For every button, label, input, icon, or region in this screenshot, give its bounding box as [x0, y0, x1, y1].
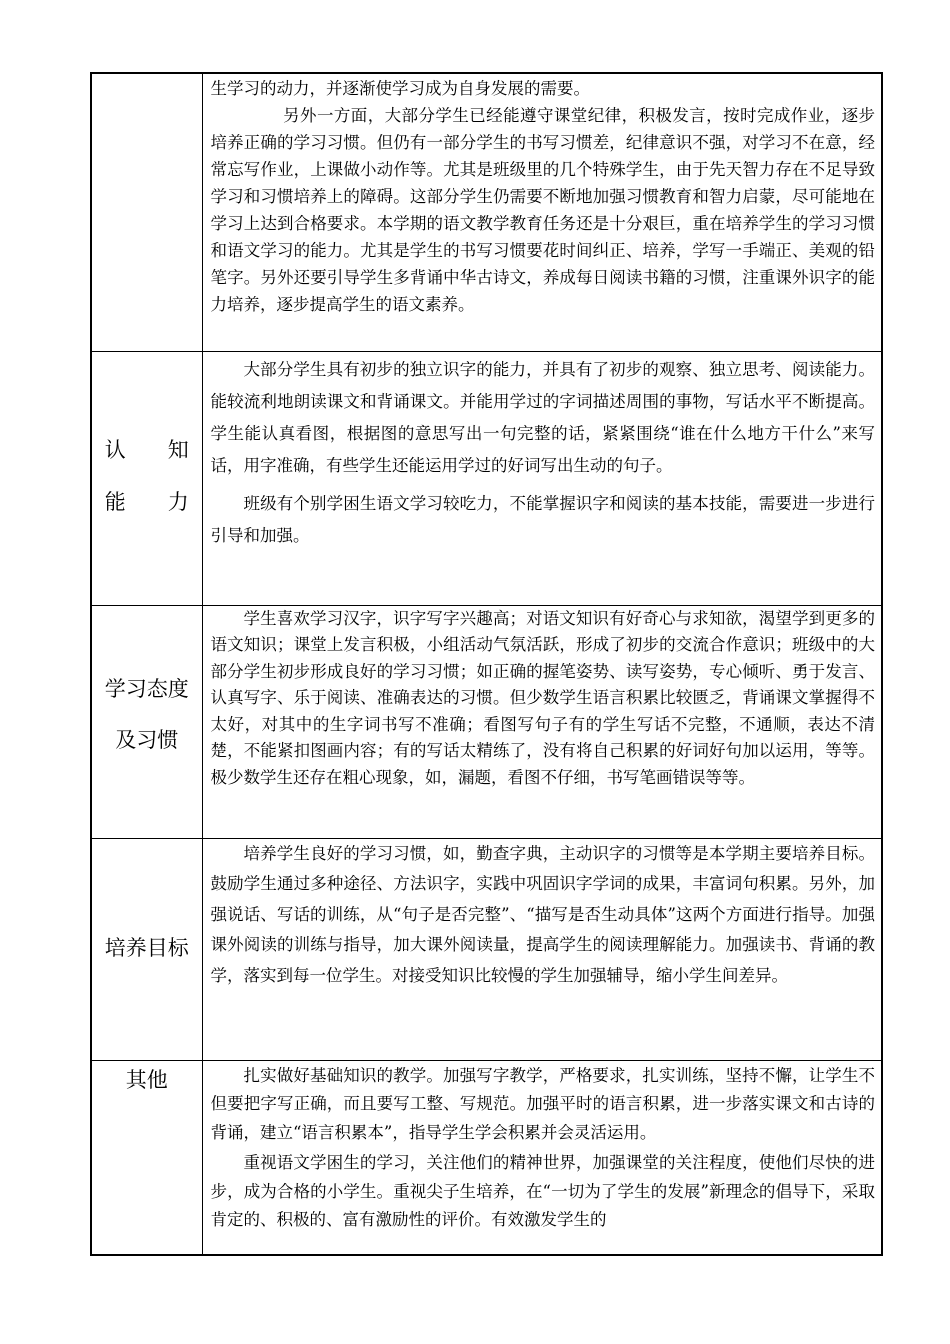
row-body-learning-attitude	[202, 605, 882, 838]
table-row-learning-attitude	[91, 605, 882, 838]
label-line: 其他	[125, 1067, 168, 1092]
row-body-other	[202, 1060, 882, 1255]
label-line: 认 知	[104, 438, 189, 462]
paragraph: 培养学生良好的学习习惯，如，勤查字典，主动识字的习惯等是本学期主要培养目标。鼓励学生通过多种途径、方法识字，实践中巩固识字学词的成果，丰富词句积累。另外，加强说话、写话的训练，从“句子是否完整”、“描写是否生动具体”这两个方面进行指导。加强课外阅读的训练与指导，加大课外阅读量，提高学生的阅读理解能力。加强读书、背诵的教学，落实到每一位学生。对接受知识比较慢的学生加强辅导，缩小学生间差异。	[210, 843, 875, 985]
table-row-continuation	[91, 73, 882, 351]
row-body-continuation	[202, 73, 882, 351]
paragraph: 扎实做好基础知识的教学。加强写字教学，严格要求，扎实训练，坚持不懈，让学生不但要把字写正确，而且要写工整、写规范。加强平时的语言积累，进一步落实课文和古诗的背诵，建立“语言积累本”，指导学生学会积累并会灵活运用。	[210, 1065, 875, 1142]
paragraph: 大部分学生具有初步的独立识字的能力，并具有了初步的观察、独立思考、阅读能力。能较流利地朗读课文和背诵课文。并能用学过的字词描述周围的事物，写话水平不断提高。学生能认真看图，根据图的意思写出一句完整的话，紧紧围绕“谁在什么地方干什么”来写话，用字准确，有些学生还能运用学过的好词写出生动的句子。	[210, 359, 875, 475]
paragraph: 生学习的动力，并逐渐使学习成为自身发展的需要。	[210, 79, 590, 98]
paragraph: 重视语文学困生的学习，关注他们的精神世界，加强课堂的关注程度，使他们尽快的进步，成为合格的小学生。重视尖子生培养，在“一切为了学生的发展”新理念的倡导下，采取肯定的、积极的、富有激励性的评价。有效激发学生的	[210, 1153, 875, 1229]
paragraph: 另外一方面，大部分学生已经能遵守课堂纪律，积极发言，按时完成作业，逐步培养正确的学习习惯。但仍有一部分学生的书写习惯差，纪律意识不强，对学习不在意，经常忘写作业，上课做小动作等。尤其是班级里的几个特殊学生，由于先天智力存在不足导致学习和习惯培养上的障碍。这部分学生仍需要不断地加强习惯教育和智力启蒙，尽可能地在学习上达到合格要求。本学期的语文教学教育任务还是十分艰巨，重在培养学生的学习习惯和语文学习的能力。尤其是学生的书写习惯要花时间纠正、培养，学写一手端正、美观的铅笔字。另外还要引导学生多背诵中华古诗文，养成每日阅读书籍的习惯，注重课外识字的能力培养，逐步提高学生的语文素养。	[210, 106, 875, 314]
paragraph: 班级有个别学困生语文学习较吃力，不能掌握识字和阅读的基本技能，需要进一步进行引导和加强。	[210, 493, 875, 545]
row-body-training-goals	[202, 838, 882, 1060]
row-label-cognitive-ability	[91, 351, 202, 605]
label-line: 能 力	[104, 490, 189, 514]
plan-table	[90, 72, 883, 1256]
row-label-learning-attitude	[91, 605, 202, 838]
label-line: 培养目标	[104, 936, 189, 960]
label-line: 及习惯	[115, 727, 179, 752]
row-label-other	[91, 1060, 202, 1255]
table-row-cognitive-ability	[91, 351, 882, 605]
label-line: 学习态度	[104, 676, 189, 701]
row-label-empty	[91, 73, 202, 351]
paragraph: 学生喜欢学习汉字，识字写字兴趣高；对语文知识有好奇心与求知欲，渴望学到更多的语文知识；课堂上发言积极，小组活动气氛活跃，形成了初步的交流合作意识；班级中的大部分学生初步形成良好的学习习惯；如正确的握笔姿势、读写姿势，专心倾听、勇于发言、认真写字、乐于阅读、准确表达的习惯。但少数学生语言积累比较匮乏，背诵课文掌握得不太好，对其中的生字词书写不准确；看图写句子有的学生写话不完整，不通顺，表达不清楚，不能紧扣图画内容；有的写话太精练了，没有将自己积累的好词好句加以运用，等等。极少数学生还存在粗心现象，如，漏题，看图不仔细，书写笔画错误等等。	[210, 608, 875, 787]
row-label-training-goals	[91, 838, 202, 1060]
table-row-other	[91, 1060, 882, 1255]
table-row-training-goals	[91, 838, 882, 1060]
row-body-cognitive-ability	[202, 351, 882, 605]
